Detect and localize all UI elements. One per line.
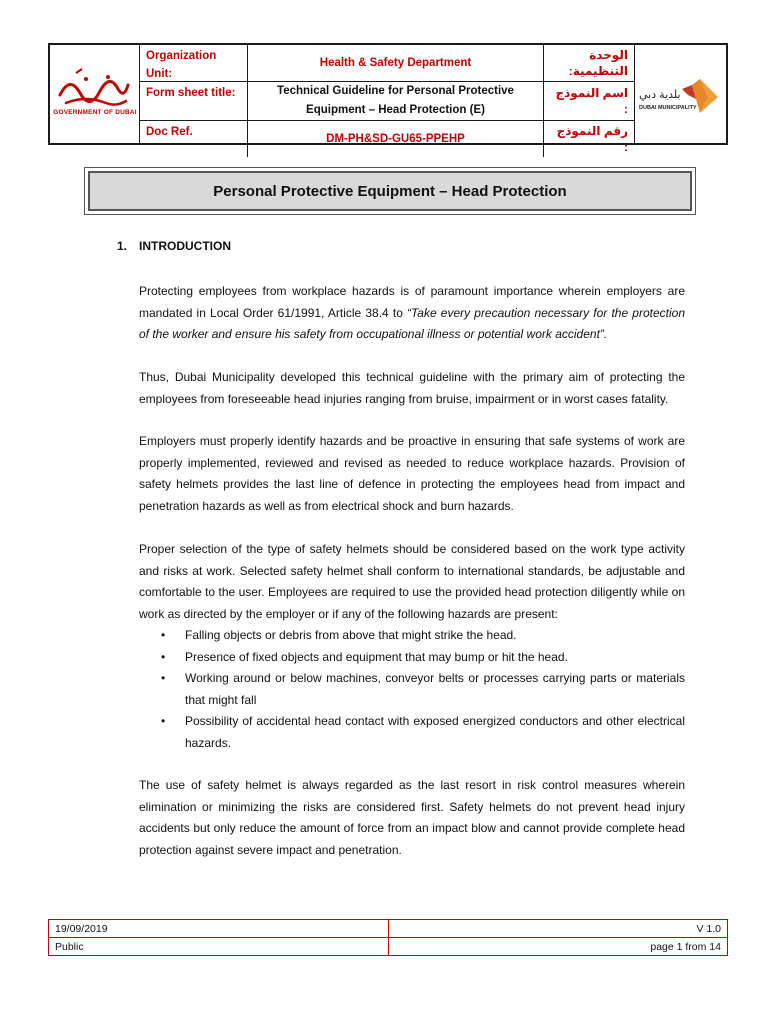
footer-page-number: page 1 from 14 [650,941,721,953]
government-of-dubai-logo [50,45,140,143]
hazard-list [139,625,685,754]
section-title: INTRODUCTION [139,239,231,253]
header-fields [140,45,634,154]
form-title-label: Form sheet title: [140,82,248,120]
form-title-row [140,82,634,121]
org-unit-label: Organization Unit: [140,45,248,81]
paragraph-4-text: Proper selection of the type of safety helmets should be considered based on the work type activity and risks at work. Selected safety helmet shall conform to international standards, be adjustable and comfortable to the user. Employees are required to use the provided head protection diligently while on work as directed by the employer or if any of the following hazards are present: [139,542,685,621]
document-title-box [84,167,696,215]
form-title-arabic: اسم النموذج : [555,86,628,116]
form-title-value: Technical Guideline for Personal Protective Equipment – Head Protection (E) [248,82,544,120]
paragraph-3: Employers must properly identify hazards and be proactive in ensuring that safe systems of work are properly implemented, reviewed and revised as needed to reduce workplace hazards. Provision of safety helmets provides the last line of defence in protecting the employees head from impact and penetration hazards as well as from electrical shock and burn hazards. [139,434,685,513]
section-number: 1. [117,239,128,253]
paragraph-1-text: Protecting employees from workplace hazards is of paramount importance wherein employers are mandated in Local Order 61/1991, Article 38.4 to [139,284,685,320]
gov-logo-text: GOVERNMENT OF DUBAI [53,109,137,116]
paragraph-4 [139,539,685,754]
org-unit-arabic: الوحدة التنظيمية: [568,48,628,78]
footer-classification: Public [49,938,389,956]
footer-row [49,920,727,938]
footer-row [49,938,727,956]
doc-ref-row [140,121,634,157]
list-item: • Working around or below machines, conveyor belts or processes carrying parts or materials that might fall [139,668,685,711]
list-item: • Possibility of accidental head contact with exposed energized conductors and other electrical hazards. [139,711,685,754]
dm-logo-text: DUBAI MUNICIPALITY [639,105,697,111]
dm-logo-arabic: بلدية دبي [639,89,681,101]
paragraph-1-quote: “Take every precaution necessary for the protection of the worker and ensure his safety from occupational illness or potential work accident”. [139,305,685,341]
doc-ref-value: DM-PH&SD-GU65-PPEHP [248,121,544,157]
paragraph-1 [139,281,685,346]
list-item: • Falling objects or debris from above that might strike the head. [139,625,685,647]
section-heading [117,239,231,253]
paragraph-2: Thus, Dubai Municipality developed this technical guideline with the primary aim of protecting the employees from foreseeable head injuries ranging from bruise, impairment or in worst cases fatality. [139,370,685,406]
list-item: • Presence of fixed objects and equipment that may bump or hit the head. [139,647,685,669]
org-unit-value: Health & Safety Department [248,45,544,81]
document-title: Personal Protective Equipment – Head Protection [88,171,692,211]
footer-version: V 1.0 [696,923,721,935]
org-unit-row [140,45,634,82]
doc-ref-label: Doc Ref. [140,121,248,157]
gov-calligraphy-icon [56,65,132,109]
dubai-municipality-logo [634,45,726,143]
document-header [48,43,728,154]
paragraph-5: The use of safety helmet is always regarded as the last resort in risk control measures wherein elimination or minimizing the risks are considered first. Safety helmets do not prevent head injury accidents but only reduce the amount of force from an impact blow and cannot provide complete head protection against severe impact and penetration. [139,778,685,857]
footer-date: 19/09/2019 [49,920,389,937]
document-footer [48,919,728,956]
doc-ref-arabic: رقم النموذج : [556,124,628,154]
